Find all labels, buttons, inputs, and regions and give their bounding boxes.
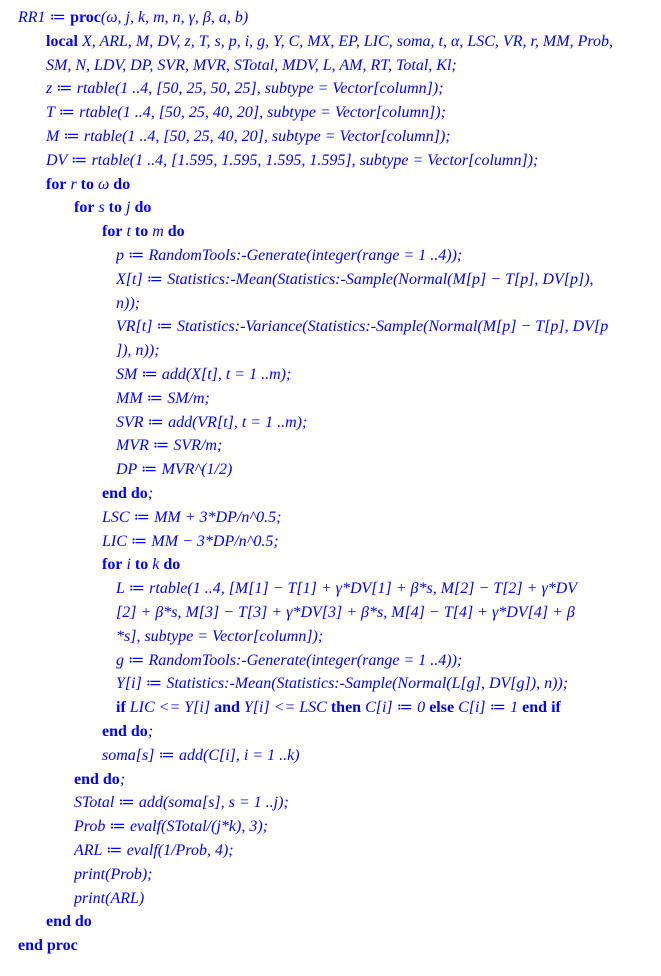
code-line: end proc [18, 937, 78, 955]
code-line: RR1 ≔ proc(ω, j, k, m, n, γ, β, a, b) [18, 9, 249, 26]
code-line: X[t] ≔ Statistics:-Mean(Statistics:-Sample(Normal(M[p] − T[p], DV[p]), [116, 270, 594, 288]
code-line: STotal ≔ add(soma[s], s = 1 ..j); [74, 794, 289, 812]
code-line: local X, ARL, M, DV, z, T, s, p, i, g, Y, C, MX, EP, LIC, soma, t, α, LSC, VR, r, MM, Prob, [46, 32, 613, 50]
code-line: if LIC <= Y[i] and Y[i] <= LSC then C[i] ≔ 0 else C[i] ≔ 1 end if [116, 699, 561, 717]
code-line: end do; [74, 770, 126, 788]
code-line: g ≔ RandomTools:-Generate(integer(range = 1 ..4)); [116, 651, 463, 669]
code-line: for t to m do [102, 223, 185, 241]
code-line: n)); [116, 294, 140, 312]
code-line: VR[t] ≔ Statistics:-Variance(Statistics:-Sample(Normal(M[p] − T[p], DV[p [116, 318, 609, 336]
code-line: Prob ≔ evalf(STotal/(j*k), 3); [74, 818, 268, 836]
code-line: p ≔ RandomTools:-Generate(integer(range = 1 ..4)); [116, 247, 463, 264]
code-line: SVR ≔ add(VR[t], t = 1 ..m); [116, 413, 308, 431]
code-line: DV ≔ rtable(1 ..4, [1.595, 1.595, 1.595, 1.595], subtype = Vector[column]); [46, 151, 539, 169]
code-line: soma[s] ≔ add(C[i], i = 1 ..k) [102, 746, 300, 764]
code-line: ]), n)); [116, 342, 160, 360]
code-line: *s], subtype = Vector[column]); [116, 627, 324, 645]
code-line: print(ARL) [74, 889, 145, 907]
code-line: for r to ω do [46, 175, 131, 193]
code-line: end do; [102, 485, 154, 502]
code-line: MM ≔ SM/m; [116, 389, 210, 407]
code-line: ARL ≔ evalf(1/Prob, 4); [74, 842, 234, 859]
code-line: for i to k do [102, 556, 181, 574]
code-line: SM, N, LDV, DP, SVR, MVR, STotal, MDV, L, AM, RT, Total, Kl; [46, 56, 457, 74]
code-line: end do [46, 913, 92, 931]
code-line: L ≔ rtable(1 ..4, [M[1] − T[1] + γ*DV[1] + β*s, M[2] − T[2] + γ*DV [116, 580, 578, 598]
code-line: M ≔ rtable(1 ..4, [50, 25, 40, 20], subtype = Vector[column]); [46, 128, 451, 145]
code-line: for s to j do [74, 199, 152, 217]
code-line: MVR ≔ SVR/m; [116, 437, 223, 455]
code-line: SM ≔ add(X[t], t = 1 ..m); [116, 366, 292, 383]
code-line: Y[i] ≔ Statistics:-Mean(Statistics:-Sample(Normal(L[g], DV[g]), n)); [116, 675, 569, 693]
code-line: LIC ≔ MM − 3*DP/n^0.5; [102, 532, 279, 550]
code-line: print(Prob); [74, 865, 153, 883]
code-line: [2] + β*s, M[3] − T[3] + γ*DV[3] + β*s, M[4] − T[4] + γ*DV[4] + β [116, 604, 575, 621]
code-line: DP ≔ MVR^(1/2) [116, 461, 233, 479]
code-line: LSC ≔ MM + 3*DP/n^0.5; [102, 508, 282, 526]
code-line: end do; [102, 723, 154, 740]
code-line: T ≔ rtable(1 ..4, [50, 25, 40, 20], subtype = Vector[column]); [46, 104, 446, 122]
code-line: z ≔ rtable(1 ..4, [50, 25, 50, 25], subtype = Vector[column]); [46, 80, 444, 98]
